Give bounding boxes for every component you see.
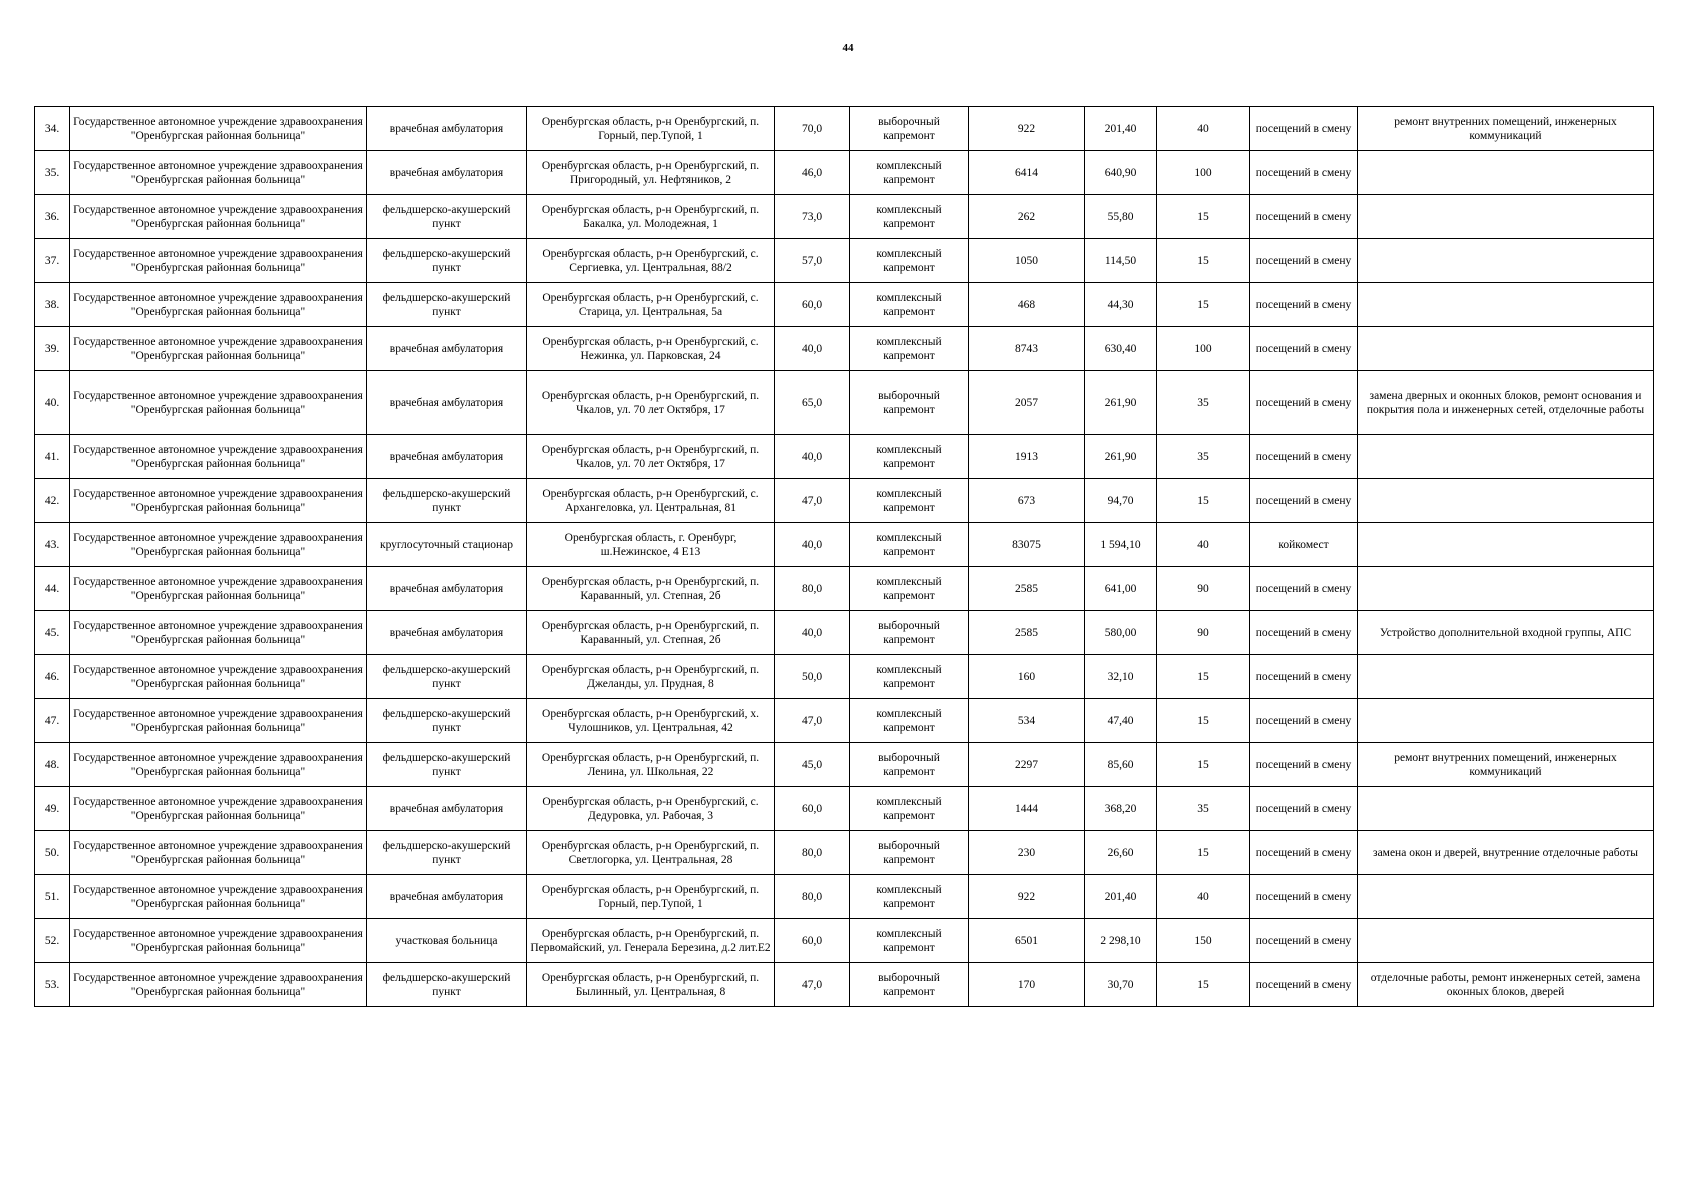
organization-name: Государственное автономное учреждение здравоохранения "Оренбургская районная больница" — [70, 875, 367, 919]
capacity-value: 35 — [1157, 371, 1250, 435]
table-row — [35, 435, 1654, 479]
capacity-unit: посещений в смену — [1250, 567, 1358, 611]
table-row — [35, 787, 1654, 831]
capacity-value: 15 — [1157, 743, 1250, 787]
area-value: 40,0 — [775, 435, 850, 479]
indicator-value: 534 — [969, 699, 1085, 743]
facility-address: Оренбургская область, р-н Оренбургский, п. Горный, пер.Тупой, 1 — [527, 107, 775, 151]
repair-type: комплексный капремонт — [850, 327, 969, 371]
capacity-unit: посещений в смену — [1250, 479, 1358, 523]
row-number: 45. — [35, 611, 70, 655]
capacity-value: 40 — [1157, 523, 1250, 567]
organization-name: Государственное автономное учреждение здравоохранения "Оренбургская районная больница" — [70, 611, 367, 655]
repair-type: комплексный капремонт — [850, 787, 969, 831]
works-description — [1358, 479, 1654, 523]
facility-type: фельдшерско-акушерский пункт — [367, 479, 527, 523]
indicator-value: 1050 — [969, 239, 1085, 283]
area-value: 45,0 — [775, 743, 850, 787]
table-row — [35, 831, 1654, 875]
area-value: 46,0 — [775, 151, 850, 195]
row-number: 48. — [35, 743, 70, 787]
capacity-value: 100 — [1157, 327, 1250, 371]
facility-address: Оренбургская область, р-н Оренбургский, п. Караванный, ул. Степная, 2б — [527, 611, 775, 655]
works-description — [1358, 523, 1654, 567]
facility-address: Оренбургская область, р-н Оренбургский, п. Горный, пер.Тупой, 1 — [527, 875, 775, 919]
row-number: 49. — [35, 787, 70, 831]
repair-type: выборочный капремонт — [850, 611, 969, 655]
row-number: 44. — [35, 567, 70, 611]
cost-value: 32,10 — [1085, 655, 1157, 699]
indicator-value: 2057 — [969, 371, 1085, 435]
indicator-value: 2585 — [969, 611, 1085, 655]
facility-address: Оренбургская область, р-н Оренбургский, п. Светлогорка, ул. Центральная, 28 — [527, 831, 775, 875]
repair-type: комплексный капремонт — [850, 523, 969, 567]
table-row — [35, 919, 1654, 963]
facility-address: Оренбургская область, р-н Оренбургский, п. Бакалка, ул. Молодежная, 1 — [527, 195, 775, 239]
capacity-value: 15 — [1157, 831, 1250, 875]
indicator-value: 6414 — [969, 151, 1085, 195]
works-description — [1358, 699, 1654, 743]
capacity-unit: посещений в смену — [1250, 655, 1358, 699]
cost-value: 94,70 — [1085, 479, 1157, 523]
cost-value: 85,60 — [1085, 743, 1157, 787]
repair-type: комплексный капремонт — [850, 567, 969, 611]
facility-address: Оренбургская область, р-н Оренбургский, с. Архангеловка, ул. Центральная, 81 — [527, 479, 775, 523]
repair-type: комплексный капремонт — [850, 283, 969, 327]
works-description — [1358, 327, 1654, 371]
facility-type: врачебная амбулатория — [367, 151, 527, 195]
row-number: 35. — [35, 151, 70, 195]
repair-type: выборочный капремонт — [850, 831, 969, 875]
organization-name: Государственное автономное учреждение здравоохранения "Оренбургская районная больница" — [70, 655, 367, 699]
area-value: 47,0 — [775, 699, 850, 743]
area-value: 40,0 — [775, 327, 850, 371]
row-number: 47. — [35, 699, 70, 743]
capacity-value: 90 — [1157, 611, 1250, 655]
facility-address: Оренбургская область, р-н Оренбургский, п. Чкалов, ул. 70 лет Октября, 17 — [527, 371, 775, 435]
works-description: ремонт внутренних помещений, инженерных коммуникаций — [1358, 743, 1654, 787]
cost-value: 580,00 — [1085, 611, 1157, 655]
organization-name: Государственное автономное учреждение здравоохранения "Оренбургская районная больница" — [70, 743, 367, 787]
indicator-value: 170 — [969, 963, 1085, 1007]
works-description: ремонт внутренних помещений, инженерных коммуникаций — [1358, 107, 1654, 151]
capacity-value: 15 — [1157, 655, 1250, 699]
repair-type: комплексный капремонт — [850, 195, 969, 239]
organization-name: Государственное автономное учреждение здравоохранения "Оренбургская районная больница" — [70, 327, 367, 371]
cost-value: 201,40 — [1085, 875, 1157, 919]
repair-type: комплексный капремонт — [850, 699, 969, 743]
organization-name: Государственное автономное учреждение здравоохранения "Оренбургская районная больница" — [70, 523, 367, 567]
works-description: Устройство дополнительной входной группы, АПС — [1358, 611, 1654, 655]
area-value: 40,0 — [775, 611, 850, 655]
facility-type: врачебная амбулатория — [367, 327, 527, 371]
capacity-value: 15 — [1157, 195, 1250, 239]
table-body — [35, 107, 1654, 1007]
cost-value: 1 594,10 — [1085, 523, 1157, 567]
capacity-unit: посещений в смену — [1250, 611, 1358, 655]
works-description — [1358, 195, 1654, 239]
works-description — [1358, 239, 1654, 283]
organization-name: Государственное автономное учреждение здравоохранения "Оренбургская районная больница" — [70, 567, 367, 611]
capacity-unit: посещений в смену — [1250, 327, 1358, 371]
row-number: 36. — [35, 195, 70, 239]
repair-type: комплексный капремонт — [850, 479, 969, 523]
area-value: 57,0 — [775, 239, 850, 283]
capacity-value: 40 — [1157, 875, 1250, 919]
capacity-value: 150 — [1157, 919, 1250, 963]
organization-name: Государственное автономное учреждение здравоохранения "Оренбургская районная больница" — [70, 107, 367, 151]
row-number: 50. — [35, 831, 70, 875]
facility-address: Оренбургская область, р-н Оренбургский, п. Чкалов, ул. 70 лет Октября, 17 — [527, 435, 775, 479]
facility-address: Оренбургская область, р-н Оренбургский, п. Пригородный, ул. Нефтяников, 2 — [527, 151, 775, 195]
area-value: 60,0 — [775, 919, 850, 963]
indicator-value: 673 — [969, 479, 1085, 523]
capacity-unit: посещений в смену — [1250, 371, 1358, 435]
repair-type: выборочный капремонт — [850, 107, 969, 151]
repair-type: выборочный капремонт — [850, 963, 969, 1007]
facility-address: Оренбургская область, р-н Оренбургский, п. Джеланды, ул. Прудная, 8 — [527, 655, 775, 699]
capacity-unit: посещений в смену — [1250, 919, 1358, 963]
facility-address: Оренбургская область, р-н Оренбургский, п. Былинный, ул. Центральная, 8 — [527, 963, 775, 1007]
repair-type: комплексный капремонт — [850, 875, 969, 919]
table-row — [35, 655, 1654, 699]
organization-name: Государственное автономное учреждение здравоохранения "Оренбургская районная больница" — [70, 371, 367, 435]
indicator-value: 160 — [969, 655, 1085, 699]
organization-name: Государственное автономное учреждение здравоохранения "Оренбургская районная больница" — [70, 435, 367, 479]
table-row — [35, 239, 1654, 283]
organization-name: Государственное автономное учреждение здравоохранения "Оренбургская районная больница" — [70, 919, 367, 963]
facility-type: фельдшерско-акушерский пункт — [367, 831, 527, 875]
organization-name: Государственное автономное учреждение здравоохранения "Оренбургская районная больница" — [70, 195, 367, 239]
cost-value: 47,40 — [1085, 699, 1157, 743]
table-row — [35, 195, 1654, 239]
indicator-value: 922 — [969, 107, 1085, 151]
capacity-unit: посещений в смену — [1250, 195, 1358, 239]
indicator-value: 1444 — [969, 787, 1085, 831]
area-value: 60,0 — [775, 787, 850, 831]
capacity-unit: посещений в смену — [1250, 239, 1358, 283]
capacity-unit: посещений в смену — [1250, 283, 1358, 327]
facility-type: фельдшерско-акушерский пункт — [367, 655, 527, 699]
row-number: 52. — [35, 919, 70, 963]
capacity-value: 90 — [1157, 567, 1250, 611]
capacity-unit: посещений в смену — [1250, 875, 1358, 919]
facility-address: Оренбургская область, р-н Оренбургский, п. Первомайский, ул. Генерала Березина, д.2 лит.Е2 — [527, 919, 775, 963]
facility-type: фельдшерско-акушерский пункт — [367, 743, 527, 787]
facilities-table — [34, 106, 1654, 1007]
works-description — [1358, 655, 1654, 699]
organization-name: Государственное автономное учреждение здравоохранения "Оренбургская районная больница" — [70, 151, 367, 195]
facility-type: фельдшерско-акушерский пункт — [367, 699, 527, 743]
facility-type: врачебная амбулатория — [367, 435, 527, 479]
repair-type: комплексный капремонт — [850, 435, 969, 479]
capacity-value: 35 — [1157, 787, 1250, 831]
area-value: 80,0 — [775, 875, 850, 919]
row-number: 40. — [35, 371, 70, 435]
capacity-unit: посещений в смену — [1250, 699, 1358, 743]
repair-type: комплексный капремонт — [850, 919, 969, 963]
cost-value: 26,60 — [1085, 831, 1157, 875]
capacity-value: 15 — [1157, 283, 1250, 327]
table-row — [35, 327, 1654, 371]
row-number: 39. — [35, 327, 70, 371]
organization-name: Государственное автономное учреждение здравоохранения "Оренбургская районная больница" — [70, 283, 367, 327]
facility-address: Оренбургская область, р-н Оренбургский, х. Чулошников, ул. Центральная, 42 — [527, 699, 775, 743]
cost-value: 630,40 — [1085, 327, 1157, 371]
area-value: 47,0 — [775, 963, 850, 1007]
area-value: 70,0 — [775, 107, 850, 151]
cost-value: 55,80 — [1085, 195, 1157, 239]
indicator-value: 2585 — [969, 567, 1085, 611]
works-description — [1358, 787, 1654, 831]
repair-type: комплексный капремонт — [850, 655, 969, 699]
row-number: 34. — [35, 107, 70, 151]
capacity-value: 15 — [1157, 963, 1250, 1007]
capacity-unit: посещений в смену — [1250, 107, 1358, 151]
works-description: отделочные работы, ремонт инженерных сетей, замена оконных блоков, дверей — [1358, 963, 1654, 1007]
capacity-unit: посещений в смену — [1250, 435, 1358, 479]
facility-type: фельдшерско-акушерский пункт — [367, 963, 527, 1007]
area-value: 65,0 — [775, 371, 850, 435]
capacity-value: 100 — [1157, 151, 1250, 195]
repair-type: выборочный капремонт — [850, 371, 969, 435]
area-value: 80,0 — [775, 831, 850, 875]
table-row — [35, 875, 1654, 919]
facility-type: врачебная амбулатория — [367, 371, 527, 435]
facility-type: врачебная амбулатория — [367, 611, 527, 655]
facility-address: Оренбургская область, р-н Оренбургский, п. Караванный, ул. Степная, 2б — [527, 567, 775, 611]
row-number: 42. — [35, 479, 70, 523]
cost-value: 114,50 — [1085, 239, 1157, 283]
indicator-value: 230 — [969, 831, 1085, 875]
cost-value: 368,20 — [1085, 787, 1157, 831]
facility-address: Оренбургская область, р-н Оренбургский, с. Старица, ул. Центральная, 5а — [527, 283, 775, 327]
table-row — [35, 151, 1654, 195]
indicator-value: 6501 — [969, 919, 1085, 963]
row-number: 41. — [35, 435, 70, 479]
row-number: 37. — [35, 239, 70, 283]
table-row — [35, 107, 1654, 151]
cost-value: 261,90 — [1085, 435, 1157, 479]
area-value: 73,0 — [775, 195, 850, 239]
capacity-value: 15 — [1157, 239, 1250, 283]
table-row — [35, 567, 1654, 611]
table-row — [35, 963, 1654, 1007]
cost-value: 30,70 — [1085, 963, 1157, 1007]
works-description — [1358, 919, 1654, 963]
facility-address: Оренбургская область, р-н Оренбургский, с. Дедуровка, ул. Рабочая, 3 — [527, 787, 775, 831]
capacity-value: 15 — [1157, 479, 1250, 523]
facility-type: фельдшерско-акушерский пункт — [367, 283, 527, 327]
capacity-value: 15 — [1157, 699, 1250, 743]
table-row — [35, 743, 1654, 787]
facility-type: врачебная амбулатория — [367, 567, 527, 611]
page-number: 44 — [842, 42, 854, 54]
area-value: 50,0 — [775, 655, 850, 699]
indicator-value: 922 — [969, 875, 1085, 919]
facility-address: Оренбургская область, р-н Оренбургский, п. Ленина, ул. Школьная, 22 — [527, 743, 775, 787]
capacity-unit: койкомест — [1250, 523, 1358, 567]
cost-value: 2 298,10 — [1085, 919, 1157, 963]
capacity-value: 35 — [1157, 435, 1250, 479]
table-row — [35, 479, 1654, 523]
table-row — [35, 283, 1654, 327]
capacity-unit: посещений в смену — [1250, 963, 1358, 1007]
cost-value: 44,30 — [1085, 283, 1157, 327]
area-value: 47,0 — [775, 479, 850, 523]
facility-type: фельдшерско-акушерский пункт — [367, 239, 527, 283]
table-row — [35, 611, 1654, 655]
capacity-unit: посещений в смену — [1250, 151, 1358, 195]
repair-type: комплексный капремонт — [850, 151, 969, 195]
row-number: 51. — [35, 875, 70, 919]
organization-name: Государственное автономное учреждение здравоохранения "Оренбургская районная больница" — [70, 699, 367, 743]
facility-type: круглосуточный стационар — [367, 523, 527, 567]
table-row — [35, 371, 1654, 435]
indicator-value: 468 — [969, 283, 1085, 327]
works-description — [1358, 567, 1654, 611]
capacity-unit: посещений в смену — [1250, 831, 1358, 875]
works-description — [1358, 283, 1654, 327]
facility-type: участковая больница — [367, 919, 527, 963]
organization-name: Государственное автономное учреждение здравоохранения "Оренбургская районная больница" — [70, 239, 367, 283]
facility-type: врачебная амбулатория — [367, 107, 527, 151]
cost-value: 201,40 — [1085, 107, 1157, 151]
organization-name: Государственное автономное учреждение здравоохранения "Оренбургская районная больница" — [70, 479, 367, 523]
works-description: замена дверных и оконных блоков, ремонт основания и покрытия пола и инженерных сетей, отделочные работы — [1358, 371, 1654, 435]
table-row — [35, 699, 1654, 743]
area-value: 40,0 — [775, 523, 850, 567]
capacity-value: 40 — [1157, 107, 1250, 151]
cost-value: 261,90 — [1085, 371, 1157, 435]
indicator-value: 8743 — [969, 327, 1085, 371]
facility-type: фельдшерско-акушерский пункт — [367, 195, 527, 239]
row-number: 38. — [35, 283, 70, 327]
organization-name: Государственное автономное учреждение здравоохранения "Оренбургская районная больница" — [70, 787, 367, 831]
indicator-value: 262 — [969, 195, 1085, 239]
works-description — [1358, 875, 1654, 919]
repair-type: выборочный капремонт — [850, 743, 969, 787]
works-description — [1358, 151, 1654, 195]
facility-address: Оренбургская область, г. Оренбург, ш.Нежинское, 4 Е13 — [527, 523, 775, 567]
capacity-unit: посещений в смену — [1250, 743, 1358, 787]
works-description — [1358, 435, 1654, 479]
row-number: 43. — [35, 523, 70, 567]
organization-name: Государственное автономное учреждение здравоохранения "Оренбургская районная больница" — [70, 831, 367, 875]
capacity-unit: посещений в смену — [1250, 787, 1358, 831]
repair-type: комплексный капремонт — [850, 239, 969, 283]
indicator-value: 2297 — [969, 743, 1085, 787]
area-value: 60,0 — [775, 283, 850, 327]
indicator-value: 83075 — [969, 523, 1085, 567]
area-value: 80,0 — [775, 567, 850, 611]
indicator-value: 1913 — [969, 435, 1085, 479]
cost-value: 641,00 — [1085, 567, 1157, 611]
table-row — [35, 523, 1654, 567]
organization-name: Государственное автономное учреждение здравоохранения "Оренбургская районная больница" — [70, 963, 367, 1007]
facility-type: врачебная амбулатория — [367, 875, 527, 919]
facility-address: Оренбургская область, р-н Оренбургский, с. Сергиевка, ул. Центральная, 88/2 — [527, 239, 775, 283]
row-number: 46. — [35, 655, 70, 699]
cost-value: 640,90 — [1085, 151, 1157, 195]
facility-type: врачебная амбулатория — [367, 787, 527, 831]
row-number: 53. — [35, 963, 70, 1007]
works-description: замена окон и дверей, внутренние отделочные работы — [1358, 831, 1654, 875]
facility-address: Оренбургская область, р-н Оренбургский, с. Нежинка, ул. Парковская, 24 — [527, 327, 775, 371]
